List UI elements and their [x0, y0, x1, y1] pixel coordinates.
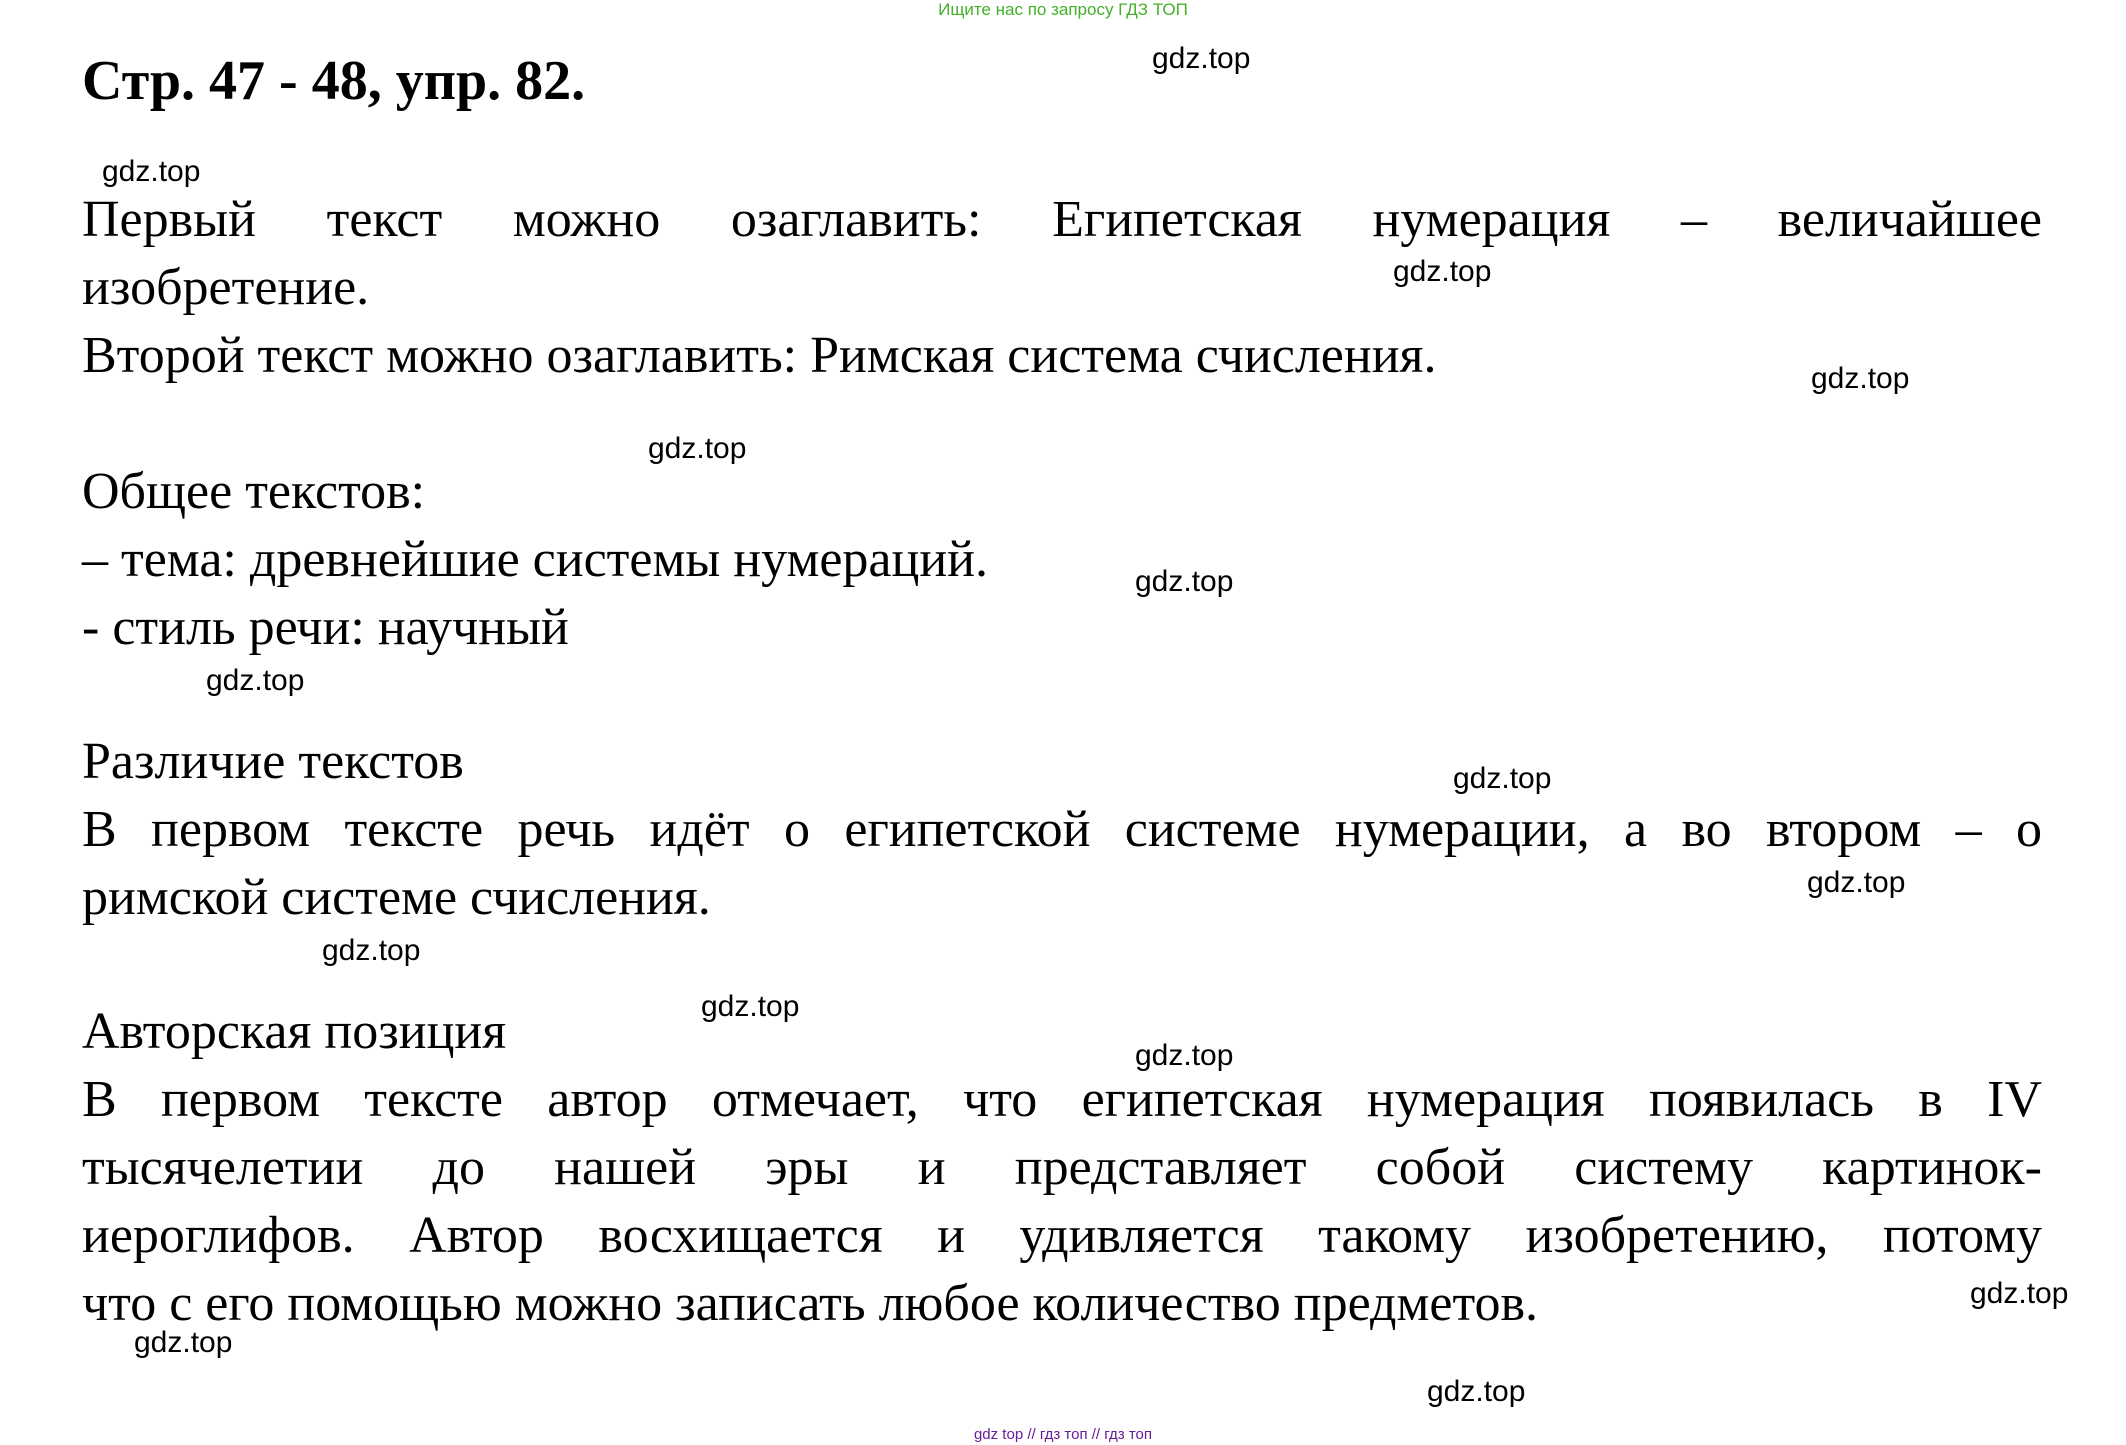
text-line-author-1: В первом тексте автор отмечает, что египетская нумерация появилась в IV	[82, 1071, 2042, 1128]
watermark: gdz.top	[1807, 866, 1906, 899]
watermark: gdz.top	[1427, 1375, 1526, 1408]
text-line-diff-2: римской системе счисления.	[82, 869, 711, 926]
watermark: gdz.top	[134, 1326, 233, 1359]
watermark: gdz.top	[206, 664, 305, 697]
text-line-diff-1: В первом тексте речь идёт о египетской системе нумерации, а во втором – о	[82, 801, 2042, 858]
watermark: gdz.top	[648, 432, 747, 465]
watermark: gdz.top	[1152, 42, 1251, 75]
top-search-hint: Ищите нас по запросу ГДЗ ТОП	[938, 0, 1188, 19]
watermark: gdz.top	[102, 155, 201, 188]
text-line-author-3: иероглифов. Автор восхищается и удивляется такому изобретению, потому	[82, 1207, 2042, 1264]
text-line-author-4: что с его помощью можно записать любое количество предметов.	[82, 1275, 1539, 1332]
watermark: gdz.top	[1393, 255, 1492, 288]
section-heading-common: Общее текстов:	[82, 463, 426, 520]
section-heading-difference: Различие текстов	[82, 733, 464, 790]
watermark: gdz.top	[1970, 1277, 2069, 1310]
text-line-1: Первый текст можно озаглавить: Египетская нумерация – величайшее	[82, 191, 2042, 248]
page-title: Стр. 47 - 48, упр. 82.	[82, 50, 586, 112]
watermark: gdz.top	[1453, 762, 1552, 795]
watermark: gdz.top	[1135, 1039, 1234, 1072]
watermark: gdz.top	[1811, 362, 1910, 395]
watermark: gdz.top	[1135, 565, 1234, 598]
text-line-style: - стиль речи: научный	[82, 599, 569, 656]
text-line-3: Второй текст можно озаглавить: Римская система счисления.	[82, 327, 1437, 384]
text-line-2: изобретение.	[82, 259, 370, 316]
text-line-theme: – тема: древнейшие системы нумераций.	[82, 531, 988, 588]
footer-links: gdz top // гдз топ // гдз топ	[973, 1426, 1153, 1443]
section-heading-author: Авторская позиция	[82, 1003, 507, 1060]
text-line-author-2: тысячелетии до нашей эры и представляет собой систему картинок-	[82, 1139, 2042, 1196]
watermark: gdz.top	[701, 990, 800, 1023]
watermark: gdz.top	[322, 934, 421, 967]
